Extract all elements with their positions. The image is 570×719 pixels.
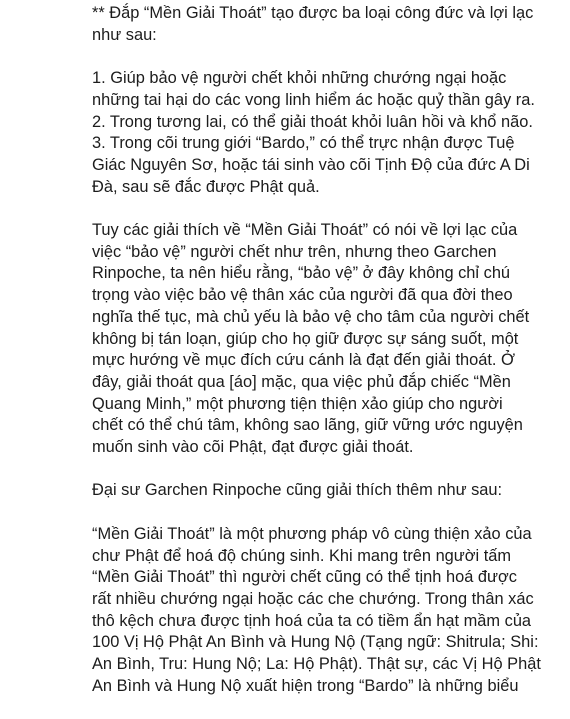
text-line: An Bình và Hung Nộ xuất hiện trong “Bardo” là những biểu [92,676,519,695]
paragraph-protection-explanation [92,220,570,459]
text-line: “Mền Giải Thoát” thì người chết cũng có thể tịnh hoá được [92,568,517,587]
paragraph-merits-list [92,68,570,198]
text-line: 1. Giúp bảo vệ người chết khỏi những chướng ngại hoặc [92,69,507,88]
text-line: Rinpoche, ta nên hiểu rằng, “bảo vệ” ở đây không chỉ chú [92,264,511,283]
text-line: 100 Vị Hộ Phật An Bình và Hung Nộ (Tạng ngữ: Shitrula; Shi: [92,633,539,652]
text-line: đây, giải thoát qua [áo] mặc, qua việc phủ đắp chiếc “Mền [92,372,511,391]
text-line: chết có thể chú tâm, không sao lãng, giữ vững ước nguyện [92,416,523,435]
text-line: Đà, sau sẽ đắc được Phật quả. [92,177,320,196]
paragraph-liberation-blanket [92,524,570,698]
text-line: Giác Nguyên Sơ, hoặc tái sinh vào cõi Tịnh Độ của đức A Di [92,155,530,174]
text-line: rất nhiều chướng ngại hoặc các che chướng. Trong thân xác [92,589,534,608]
text-line: ** Đắp “Mền Giải Thoát” tạo được ba loại công đức và lợi lạc [92,4,534,22]
text-line: không bị tán loạn, giúp cho họ giữ được sự sáng suốt, một [92,329,519,348]
text-line: Quang Minh,” một phương tiện thiện xảo giúp cho người [92,394,503,413]
text-line: việc “bảo vệ” người chết như trên, nhưng theo Garchen [92,242,497,261]
text-line: 3. Trong cõi trung giới “Bardo,” có thể trực nhận được Tuệ [92,134,515,153]
text-line: Đại sư Garchen Rinpoche cũng giải thích thêm như sau: [92,481,503,500]
text-line: những tai hại do các vong linh hiểm ác hoặc quỷ thần gây ra. [92,90,535,109]
text-line: muốn sinh vào cõi Phật, đạt được giải thoát. [92,438,414,457]
text-line: Tuy các giải thích về “Mền Giải Thoát” có nói về lợi lạc của [92,221,518,239]
text-line: trọng vào việc bảo vệ thân xác của người đã qua đời theo [92,286,513,305]
paragraph-rinpoche-intro [92,480,570,502]
text-line: mực hướng về mục đích cứu cánh là đạt đến giải thoát. Ở [92,351,516,370]
text-line: An Bình, Tru: Hung Nộ; La: Hộ Phật). Thật sự, các Vị Hộ Phật [92,655,541,674]
document-text [92,3,570,719]
text-line: 2. Trong tương lai, có thể giải thoát khỏi luân hồi và khổ não. [92,112,533,131]
text-line: chư Phật để hoá độ chúng sinh. Khi mang trên người tấm [92,546,512,565]
text-line: thô kệch chưa được tịnh hoá của ta có tiềm ẩn hạt mầm của [92,611,532,630]
text-line: “Mền Giải Thoát” là một phương pháp vô cùng thiện xảo của [92,524,532,543]
text-line: nghĩa thế tục, mà chủ yếu là bảo vệ cho tâm của người chết [92,307,530,326]
paragraph-merits-intro [92,3,570,46]
text-line: như sau: [92,25,157,44]
